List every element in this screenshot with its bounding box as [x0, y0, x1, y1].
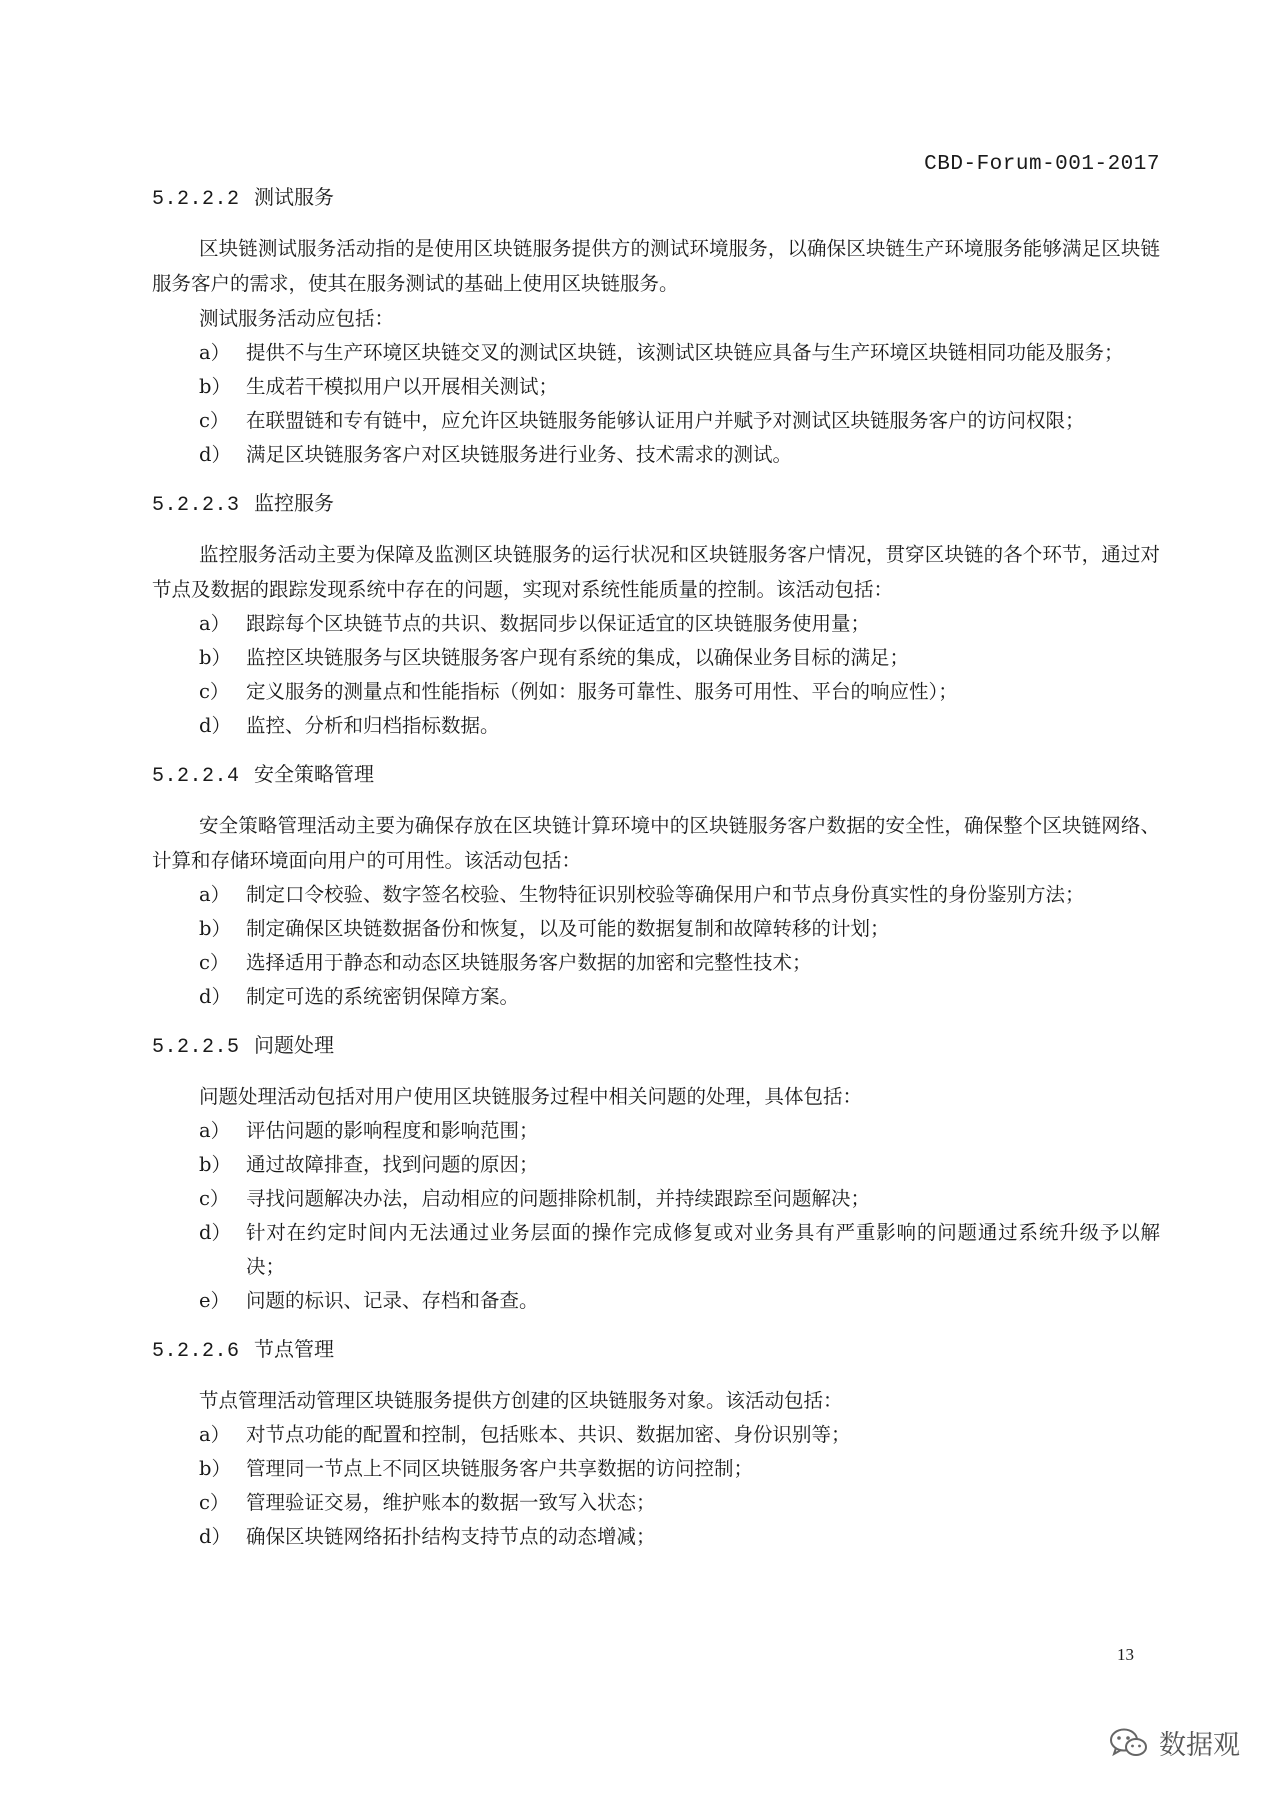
list-item [152, 438, 1160, 472]
list-item-text: 对节点功能的配置和控制，包括账本、共识、数据加密、身份识别等； [246, 1423, 851, 1446]
watermark-text: 数据观 [1159, 1730, 1240, 1761]
document-id: CBD-Forum-001-2017 [924, 153, 1160, 176]
list-item-text: 管理同一节点上不同区块链服务客户共享数据的访问控制； [246, 1457, 754, 1480]
section-number: 5.2.2.6 [152, 1340, 240, 1363]
section [152, 180, 1160, 486]
list-item-text: 制定可选的系统密钥保障方案。 [246, 985, 520, 1008]
section [152, 757, 1160, 1028]
list-marker: b） [199, 1457, 231, 1480]
list-item-text: 针对在约定时间内无法通过业务层面的操作完成修复或对业务具有严重影响的问题通过系统升级予以解决； [246, 1221, 1160, 1278]
list-marker: c） [199, 1187, 230, 1210]
list-marker: b） [199, 917, 231, 940]
list-marker: e） [199, 1289, 231, 1312]
list-item [152, 1486, 1160, 1520]
list-item-text: 寻找问题解决办法，启动相应的问题排除机制，并持续跟踪至问题解决； [246, 1187, 871, 1210]
list [152, 336, 1160, 472]
section-title: 安全策略管理 [254, 762, 374, 786]
list-item-text: 监控、分析和归档指标数据。 [246, 714, 500, 737]
section-heading [152, 486, 1160, 523]
paragraph: 节点管理活动管理区块链服务提供方创建的区块链服务对象。该活动包括： [199, 1389, 843, 1412]
section [152, 486, 1160, 757]
watermark [1109, 1723, 1240, 1762]
list-item [152, 1148, 1160, 1182]
list-marker: d） [199, 1221, 231, 1244]
section-number: 5.2.2.4 [152, 765, 240, 788]
list [152, 607, 1160, 743]
list-item-text: 定义服务的测量点和性能指标（例如：服务可靠性、服务可用性、平台的响应性）； [246, 680, 958, 703]
section-title: 测试服务 [254, 185, 334, 209]
list-item [152, 675, 1160, 709]
list-item [152, 1182, 1160, 1216]
section-title: 问题处理 [254, 1033, 334, 1057]
list-item [152, 946, 1160, 980]
list-item-text: 满足区块链服务客户对区块链服务进行业务、技术需求的测试。 [246, 443, 793, 466]
list-item [152, 878, 1160, 912]
list-item-text: 确保区块链网络拓扑结构支持节点的动态增减； [246, 1525, 656, 1548]
document-body [152, 180, 1160, 1568]
section-heading [152, 1332, 1160, 1369]
list-item-text: 评估问题的影响程度和影响范围； [246, 1119, 539, 1142]
list-item-text: 制定口令校验、数字签名校验、生物特征识别校验等确保用户和节点身份真实性的身份鉴别方法； [246, 883, 1085, 906]
list-item [152, 336, 1160, 370]
list-item-text: 跟踪每个区块链节点的共识、数据同步以保证适宜的区块链服务使用量； [246, 612, 871, 635]
list-marker: d） [199, 714, 231, 737]
section-number: 5.2.2.2 [152, 188, 240, 211]
list-item-text: 制定确保区块链数据备份和恢复，以及可能的数据复制和故障转移的计划； [246, 917, 890, 940]
section [152, 1332, 1160, 1568]
list-item-text: 问题的标识、记录、存档和备查。 [246, 1289, 539, 1312]
list-item [152, 404, 1160, 438]
paragraph: 测试服务活动应包括： [199, 307, 395, 330]
section-heading [152, 757, 1160, 794]
list-marker: a） [199, 341, 231, 364]
list-marker: c） [199, 409, 230, 432]
list-marker: b） [199, 375, 231, 398]
list-marker: a） [199, 1119, 231, 1142]
list-marker: a） [199, 612, 231, 635]
list-marker: c） [199, 951, 230, 974]
list-item-text: 管理验证交易，维护账本的数据一致写入状态； [246, 1491, 656, 1514]
list-item [152, 980, 1160, 1014]
section-heading [152, 180, 1160, 217]
list-marker: a） [199, 883, 231, 906]
list-marker: a） [199, 1423, 231, 1446]
list [152, 1114, 1160, 1318]
list-item [152, 1114, 1160, 1148]
list-marker: d） [199, 1525, 231, 1548]
list-marker: c） [199, 1491, 230, 1514]
list-item [152, 709, 1160, 743]
list-item-text: 生成若干模拟用户以开展相关测试； [246, 375, 559, 398]
section-number: 5.2.2.5 [152, 1036, 240, 1059]
section-title: 监控服务 [254, 491, 334, 515]
section-title: 节点管理 [254, 1337, 334, 1361]
list-item [152, 1452, 1160, 1486]
list-item-text: 在联盟链和专有链中，应允许区块链服务能够认证用户并赋予对测试区块链服务客户的访问权限； [246, 409, 1085, 432]
wechat-icon [1109, 1727, 1149, 1759]
list-item-text: 通过故障排查，找到问题的原因； [246, 1153, 539, 1176]
list-item [152, 370, 1160, 404]
paragraph: 区块链测试服务活动指的是使用区块链服务提供方的测试环境服务，以确保区块链生产环境服务能够满足区块链服务客户的需求，使其在服务测试的基础上使用区块链服务。 [152, 237, 1160, 295]
list-item [152, 607, 1160, 641]
list-item [152, 1520, 1160, 1554]
list [152, 1418, 1160, 1554]
list-item [152, 641, 1160, 675]
list-marker: d） [199, 985, 231, 1008]
list [152, 878, 1160, 1014]
section [152, 1028, 1160, 1332]
paragraph: 问题处理活动包括对用户使用区块链服务过程中相关问题的处理，具体包括： [199, 1085, 863, 1108]
list-item [152, 912, 1160, 946]
list-marker: b） [199, 646, 231, 669]
list-marker: c） [199, 680, 230, 703]
list-item [152, 1284, 1160, 1318]
list-item [152, 1418, 1160, 1452]
section-number: 5.2.2.3 [152, 494, 240, 517]
paragraph: 安全策略管理活动主要为确保存放在区块链计算环境中的区块链服务客户数据的安全性，确保整个区块链网络、计算和存储环境面向用户的可用性。该活动包括： [152, 814, 1160, 872]
list-item [152, 1216, 1160, 1284]
list-item-text: 选择适用于静态和动态区块链服务客户数据的加密和完整性技术； [246, 951, 812, 974]
list-item-text: 监控区块链服务与区块链服务客户现有系统的集成，以确保业务目标的满足； [246, 646, 910, 669]
list-item-text: 提供不与生产环境区块链交叉的测试区块链，该测试区块链应具备与生产环境区块链相同功能及服务； [246, 341, 1124, 364]
list-marker: d） [199, 443, 231, 466]
paragraph: 监控服务活动主要为保障及监测区块链服务的运行状况和区块链服务客户情况，贯穿区块链的各个环节，通过对节点及数据的跟踪发现系统中存在的问题，实现对系统性能质量的控制。该活动包括： [152, 543, 1160, 601]
page-number: 13 [1117, 1645, 1134, 1664]
list-marker: b） [199, 1153, 231, 1176]
section-heading [152, 1028, 1160, 1065]
